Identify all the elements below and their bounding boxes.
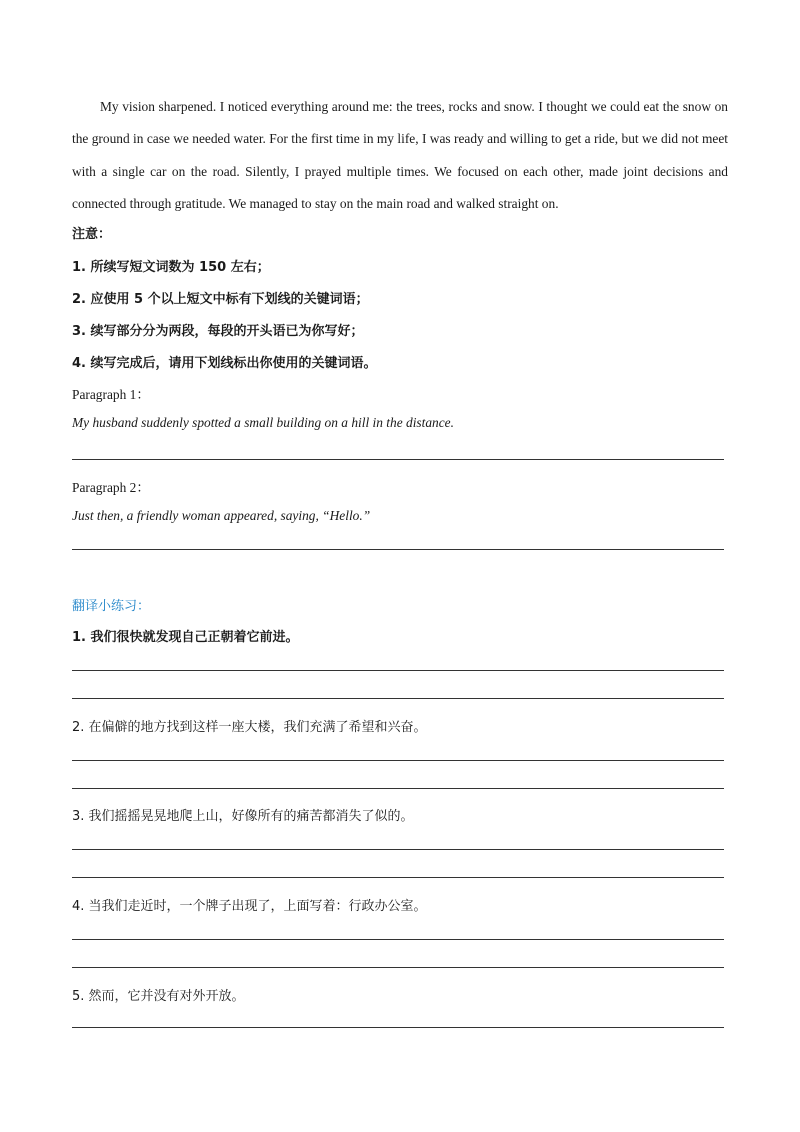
note-item-1: 1. 所续写短文词数为 150 左右； bbox=[72, 260, 270, 275]
answer-line bbox=[72, 939, 724, 940]
answer-line bbox=[72, 788, 724, 789]
note-item-4: 4. 续写完成后，请用下划线标出你使用的关键词语。 bbox=[72, 356, 377, 371]
answer-line bbox=[72, 670, 724, 671]
paragraph-2-opening: Just then, a friendly woman appeared, saying, “Hello.” bbox=[72, 508, 371, 523]
translation-item-3: 3. 我们摇摇晃晃地爬上山，好像所有的痛苦都消失了似的。 bbox=[72, 809, 414, 824]
answer-line bbox=[72, 849, 724, 850]
translation-item-5: 5. 然而，它并没有对外开放。 bbox=[72, 989, 245, 1004]
answer-line bbox=[72, 760, 724, 761]
translation-item-2: 2. 在偏僻的地方找到这样一座大楼，我们充满了希望和兴奋。 bbox=[72, 720, 427, 735]
paragraph-1-label: Paragraph 1： bbox=[72, 387, 150, 402]
answer-line bbox=[72, 967, 724, 968]
translation-heading: 翻译小练习： bbox=[72, 599, 151, 614]
writing-line bbox=[72, 549, 724, 550]
note-item-2: 2. 应使用 5 个以上短文中标有下划线的关键词语； bbox=[72, 292, 369, 307]
story-passage: My vision sharpened. I noticed everything around me: the trees, rocks and snow. I thought we could eat the snow on the ground in case we needed water. For the first time in my life, I was ready and willing to get a ride, but we did not meet with a single car on the road. Silently, I prayed multiple times. We focused on each other, made joint decisions and connected through gratitude. We managed to stay on the main road and walked straight on. bbox=[72, 99, 728, 211]
note-item-3: 3. 续写部分分为两段，每段的开头语已为你写好； bbox=[72, 324, 364, 339]
paragraph-2-label: Paragraph 2： bbox=[72, 480, 150, 495]
writing-line bbox=[72, 459, 724, 460]
notes-heading: 注意： bbox=[72, 227, 112, 242]
translation-item-4: 4. 当我们走近时，一个牌子出现了，上面写着：行政办公室。 bbox=[72, 899, 427, 914]
paragraph-1-opening: My husband suddenly spotted a small building on a hill in the distance. bbox=[72, 415, 454, 430]
translation-item-1: 1. 我们很快就发现自己正朝着它前进。 bbox=[72, 630, 299, 645]
answer-line bbox=[72, 877, 724, 878]
answer-line bbox=[72, 698, 724, 699]
answer-line bbox=[72, 1027, 724, 1028]
